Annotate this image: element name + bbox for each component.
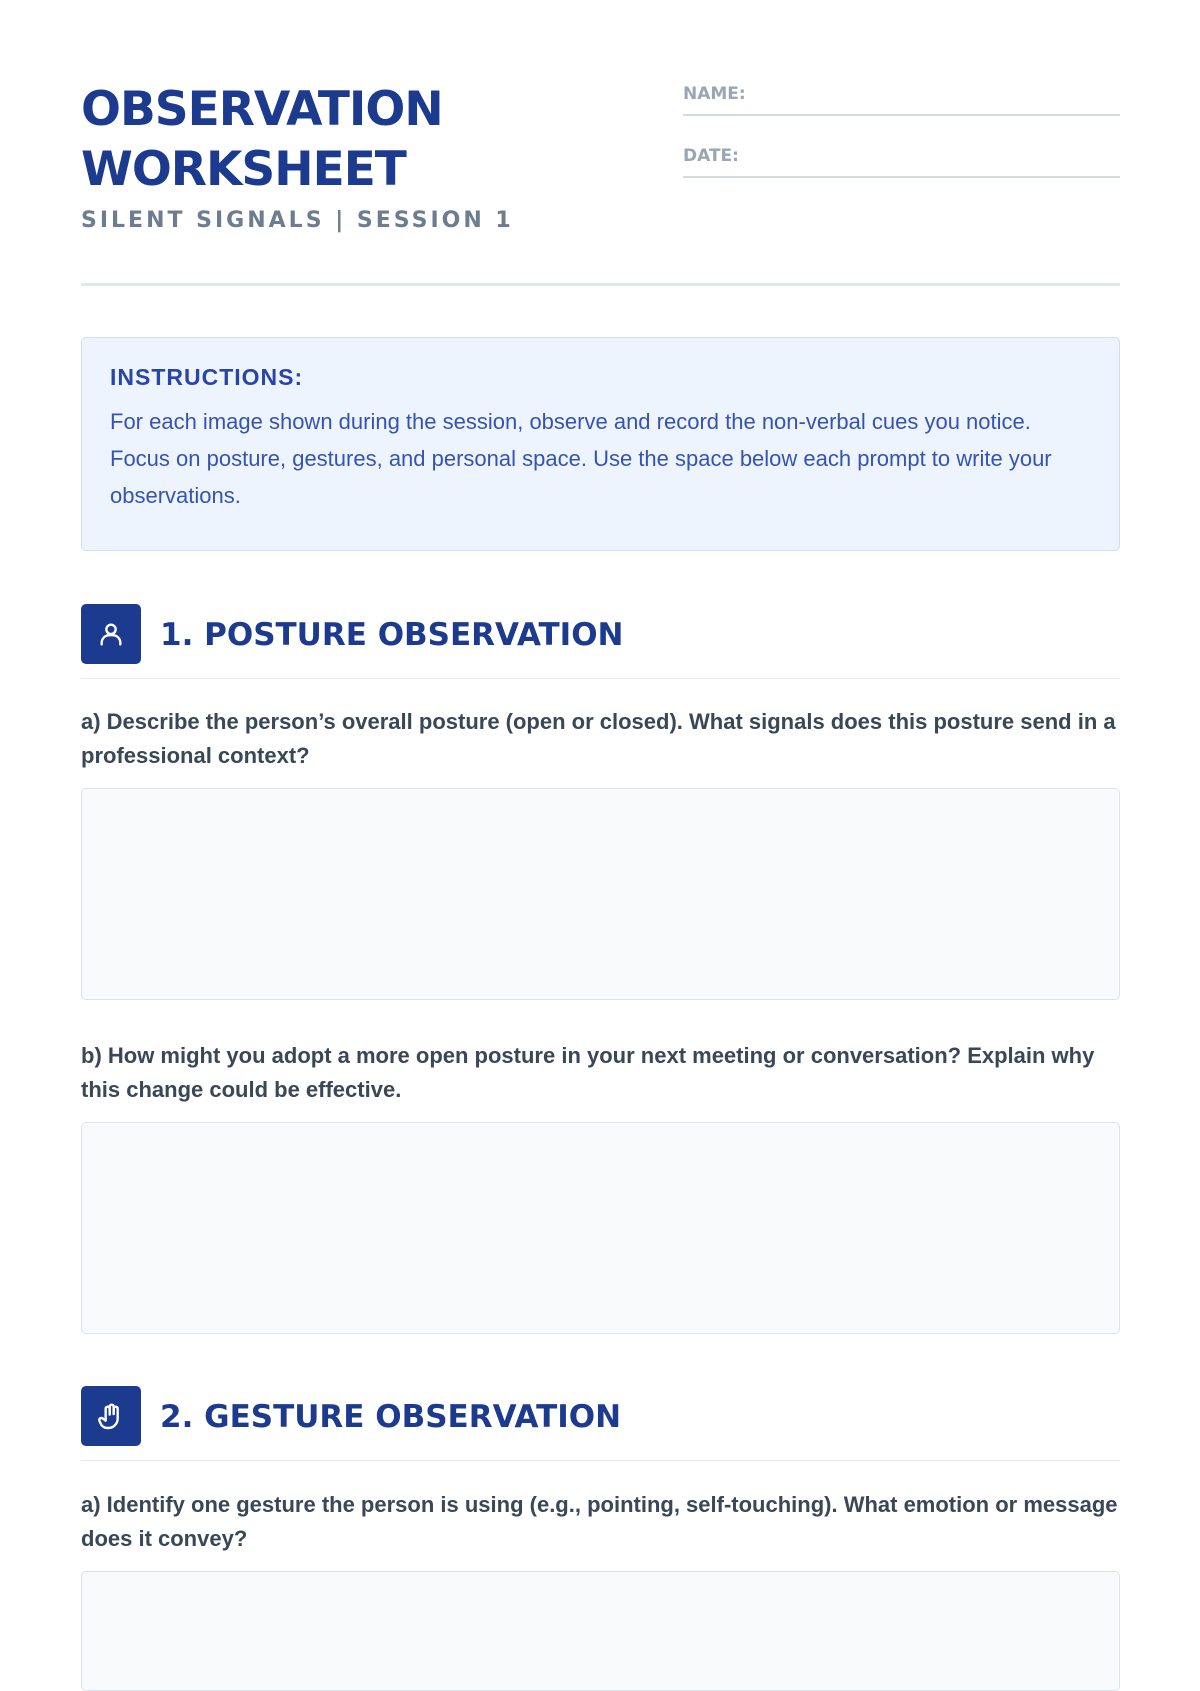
name-field bbox=[683, 80, 1120, 116]
answer-box[interactable] bbox=[81, 788, 1120, 1000]
instructions-box bbox=[81, 337, 1120, 551]
page-title bbox=[81, 80, 443, 200]
section-posture-header bbox=[81, 604, 1120, 679]
person-icon bbox=[81, 604, 141, 664]
date-field bbox=[683, 142, 1120, 178]
question-prompt: a) Describe the person’s overall posture (open or closed). What signals does this posture send in a professional context? bbox=[81, 709, 1116, 768]
name-label: NAME: bbox=[683, 84, 746, 104]
title-line-2: WORKSHEET bbox=[81, 142, 406, 197]
date-input[interactable] bbox=[753, 142, 1120, 176]
date-label: DATE: bbox=[683, 146, 739, 166]
section-gesture-header bbox=[81, 1386, 1120, 1461]
title-line-1: OBSERVATION bbox=[81, 82, 443, 137]
hand-icon bbox=[81, 1386, 141, 1446]
question-prompt: a) Identify one gesture the person is using (e.g., pointing, self-touching). What emotion or message does it convey? bbox=[81, 1492, 1118, 1551]
name-input[interactable] bbox=[753, 80, 1120, 114]
answer-box[interactable] bbox=[81, 1571, 1120, 1691]
section-title: 1. POSTURE OBSERVATION bbox=[160, 617, 624, 653]
worksheet-header bbox=[81, 0, 1120, 286]
instructions-body: For each image shown during the session, observe and record the non-verbal cues you notice. Focus on posture, gestures, and personal space. Use the space below each prompt to write your observations. bbox=[110, 409, 1052, 508]
page-subtitle: SILENT SIGNALS | SESSION 1 bbox=[81, 208, 514, 233]
question-prompt: b) How might you adopt a more open posture in your next meeting or conversation? Explain why this change could be effective. bbox=[81, 1043, 1095, 1102]
section-title: 2. GESTURE OBSERVATION bbox=[160, 1399, 622, 1435]
answer-box[interactable] bbox=[81, 1122, 1120, 1334]
worksheet-page bbox=[81, 0, 1120, 1551]
instructions-title: INSTRUCTIONS: bbox=[110, 364, 304, 390]
